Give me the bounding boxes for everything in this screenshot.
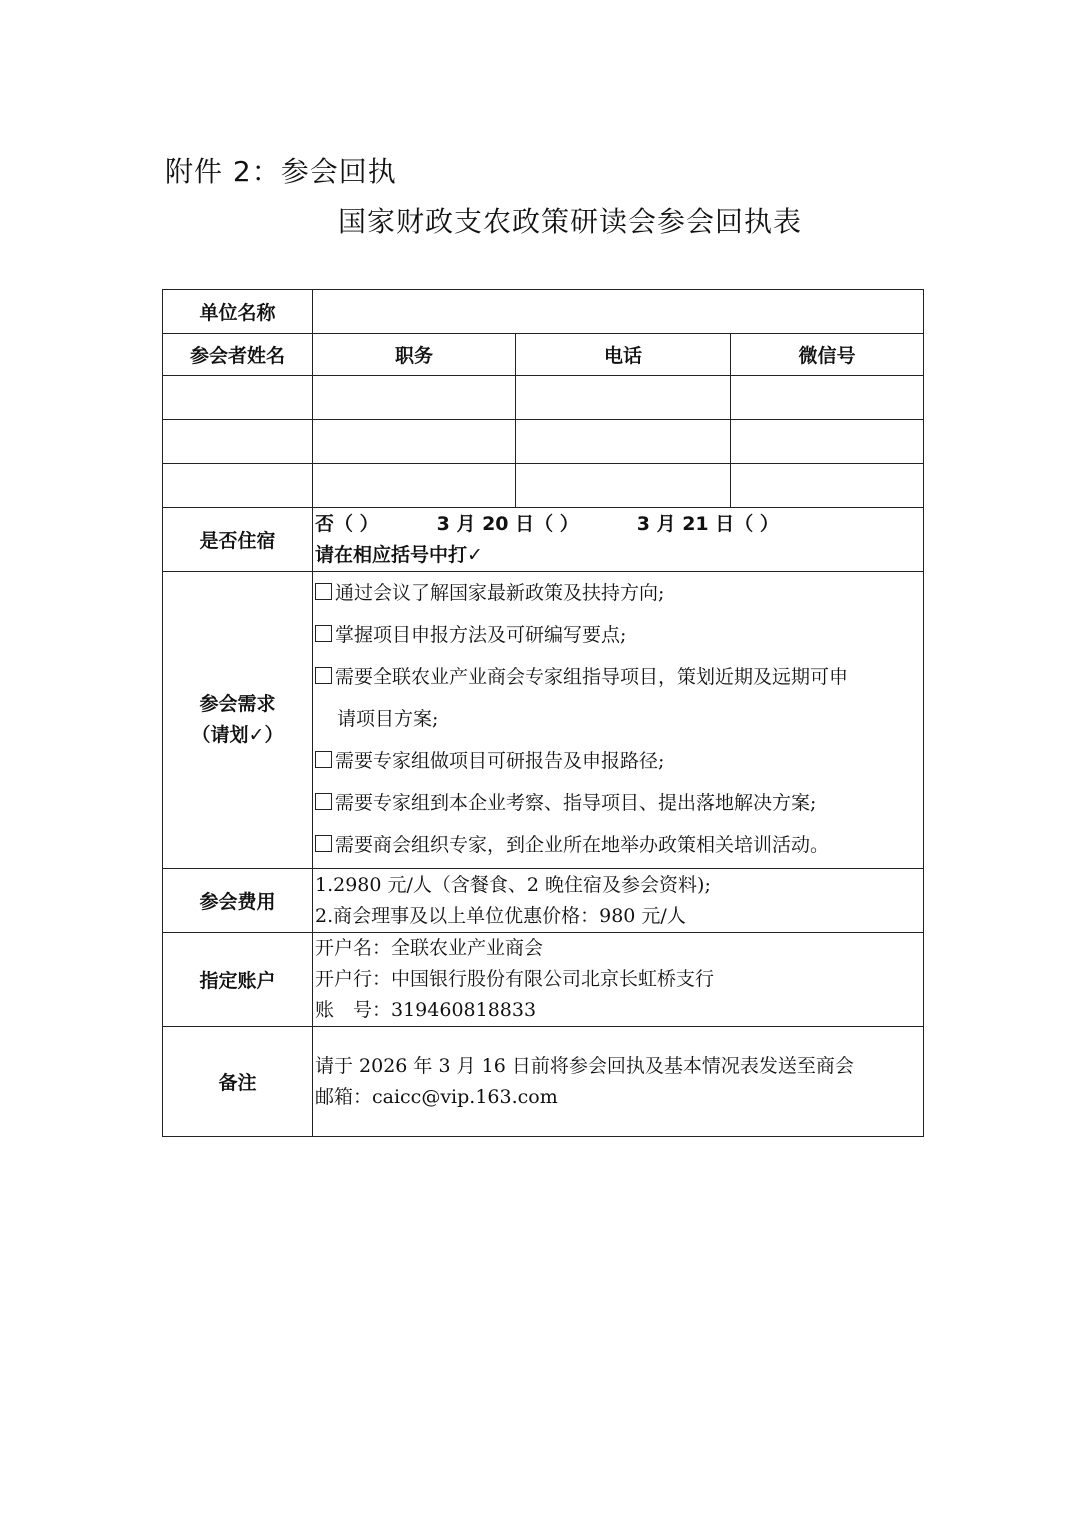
- stay-options-cell: [313, 508, 924, 572]
- stay-label: 是否住宿: [163, 508, 313, 572]
- fee-cell: [313, 869, 924, 933]
- col-header-wechat: 微信号: [731, 334, 924, 376]
- attendee-wechat-cell[interactable]: [731, 420, 924, 464]
- stay-option-no[interactable]: 否（ ）: [315, 512, 379, 535]
- form-title: 国家财政支农政策研读会参会回执表: [337, 205, 802, 238]
- checkbox-icon[interactable]: [315, 625, 332, 642]
- needs-options-cell: [313, 572, 924, 869]
- unit-input-cell[interactable]: [313, 290, 924, 334]
- receipt-form-table: [162, 289, 924, 1137]
- attendee-phone-cell[interactable]: [516, 420, 731, 464]
- attendee-row: [163, 376, 924, 420]
- remark-label: 备注: [163, 1027, 313, 1137]
- need-option[interactable]: 通过会议了解国家最新政策及扶持方向;: [315, 572, 921, 614]
- checkbox-icon[interactable]: [315, 751, 332, 768]
- unit-row: [163, 290, 924, 334]
- attendee-position-cell[interactable]: [313, 376, 516, 420]
- col-header-name: 参会者姓名: [163, 334, 313, 376]
- needs-label: 参会需求: [199, 693, 276, 715]
- need-option[interactable]: 需要专家组做项目可研报告及申报路径;: [315, 740, 921, 782]
- needs-label-cell: [163, 572, 313, 869]
- need-option-continued: 请项目方案;: [337, 708, 439, 730]
- fee-label: 参会费用: [163, 869, 313, 933]
- needs-row: [163, 572, 924, 869]
- remark-email: 邮箱：caicc@vip.163.com: [315, 1085, 558, 1108]
- account-label: 指定账户: [163, 933, 313, 1027]
- checkbox-icon[interactable]: [315, 583, 332, 600]
- account-cell: [313, 933, 924, 1027]
- attendee-wechat-cell[interactable]: [731, 376, 924, 420]
- unit-label: 单位名称: [163, 290, 313, 334]
- attendee-position-cell[interactable]: [313, 464, 516, 508]
- account-bank: 开户行：中国银行股份有限公司北京长虹桥支行: [315, 968, 715, 990]
- attendee-wechat-cell[interactable]: [731, 464, 924, 508]
- attachment-heading: 附件 2：参会回执: [165, 155, 397, 188]
- stay-option-mar20[interactable]: 3 月 20 日（ ）: [436, 512, 579, 535]
- needs-label-hint: （请划✓）: [191, 724, 284, 746]
- col-header-phone: 电话: [516, 334, 731, 376]
- need-option[interactable]: 需要专家组到本企业考察、指导项目、提出落地解决方案;: [315, 782, 921, 824]
- fee-row: [163, 869, 924, 933]
- need-option[interactable]: 需要商会组织专家，到企业所在地举办政策相关培训活动。: [315, 824, 921, 866]
- stay-hint: 请在相应括号中打✓: [315, 543, 483, 566]
- attendee-row: [163, 464, 924, 508]
- stay-options: [315, 509, 921, 540]
- attendee-phone-cell[interactable]: [516, 464, 731, 508]
- need-option[interactable]: 掌握项目申报方法及可研编写要点;: [315, 614, 921, 656]
- attendee-name-cell[interactable]: [163, 420, 313, 464]
- checkbox-icon[interactable]: [315, 835, 332, 852]
- col-header-position: 职务: [313, 334, 516, 376]
- remark-row: [163, 1027, 924, 1137]
- column-header-row: [163, 334, 924, 376]
- attendee-name-cell[interactable]: [163, 464, 313, 508]
- stay-option-mar21[interactable]: 3 月 21 日（ ）: [636, 512, 779, 535]
- stay-row: [163, 508, 924, 572]
- attendee-phone-cell[interactable]: [516, 376, 731, 420]
- fee-line: 2.商会理事及以上单位优惠价格：980 元/人: [315, 904, 686, 927]
- attendee-row: [163, 420, 924, 464]
- attendee-position-cell[interactable]: [313, 420, 516, 464]
- remark-line: 请于 2026 年 3 月 16 日前将参会回执及基本情况表发送至商会: [315, 1054, 854, 1077]
- checkbox-icon[interactable]: [315, 793, 332, 810]
- account-name: 开户名：全联农业产业商会: [315, 937, 544, 959]
- account-number: 账 号：319460818833: [315, 999, 537, 1021]
- remark-cell: [313, 1027, 924, 1137]
- fee-line: 1.2980 元/人（含餐食、2 晚住宿及参会资料);: [315, 873, 711, 896]
- attendee-name-cell[interactable]: [163, 376, 313, 420]
- need-option[interactable]: 需要全联农业产业商会专家组指导项目，策划近期及远期可申: [315, 656, 921, 698]
- checkbox-icon[interactable]: [315, 667, 332, 684]
- account-row: [163, 933, 924, 1027]
